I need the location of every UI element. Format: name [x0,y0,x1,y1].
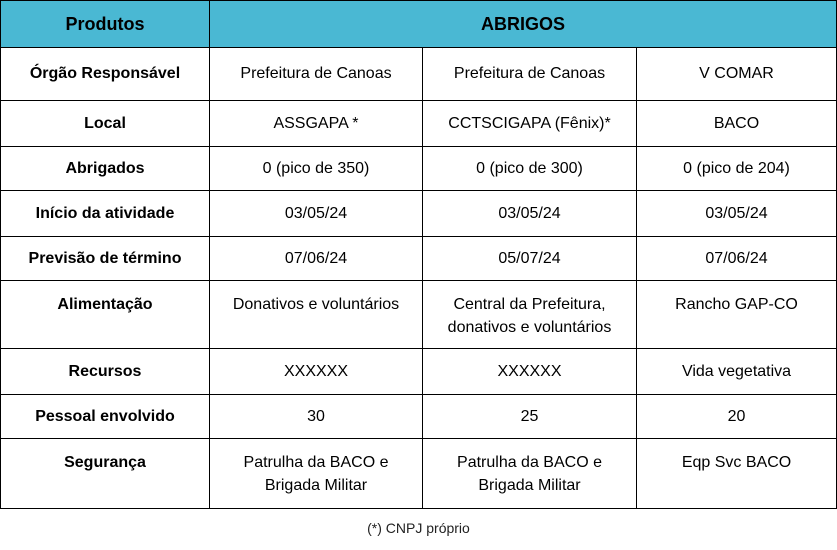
table-cell: Rancho GAP-CO [637,281,837,349]
table-cell: Patrulha da BACO e Brigada Militar [423,439,637,509]
table-cell: 0 (pico de 300) [423,147,637,191]
table-row [1,237,837,281]
table-cell: Vida vegetativa [637,349,837,395]
row-label: Órgão Responsável [1,48,210,101]
table-row [1,439,837,509]
table-cell: 07/06/24 [637,237,837,281]
table-row [1,101,837,147]
table-cell: XXXXXX [423,349,637,395]
table-row [1,191,837,237]
table-cell: Donativos e voluntários [210,281,423,349]
table-cell: 0 (pico de 350) [210,147,423,191]
row-label: Segurança [1,439,210,509]
row-label: Local [1,101,210,147]
table-cell: BACO [637,101,837,147]
table-row [1,281,837,349]
header-row [1,1,837,48]
row-label: Recursos [1,349,210,395]
row-label: Previsão de término [1,237,210,281]
table-cell: 07/06/24 [210,237,423,281]
table-row [1,395,837,439]
table-cell: Prefeitura de Canoas [423,48,637,101]
header-abrigos: ABRIGOS [210,1,837,48]
table-cell: 20 [637,395,837,439]
row-label: Início da atividade [1,191,210,237]
table-cell: 30 [210,395,423,439]
table-cell: 03/05/24 [423,191,637,237]
table-cell: XXXXXX [210,349,423,395]
table-cell: 0 (pico de 204) [637,147,837,191]
table-row [1,349,837,395]
footnote: (*) CNPJ próprio [367,520,470,536]
table-cell: Patrulha da BACO e Brigada Militar [210,439,423,509]
table-cell: 03/05/24 [637,191,837,237]
table-row [1,147,837,191]
row-label: Pessoal envolvido [1,395,210,439]
table-cell: Eqp Svc BACO [637,439,837,509]
table-cell: 25 [423,395,637,439]
table-cell: ASSGAPA * [210,101,423,147]
table-cell: Central da Prefeitura, donativos e voluntários [423,281,637,349]
header-produtos: Produtos [1,1,210,48]
table-cell: 03/05/24 [210,191,423,237]
table-cell: 05/07/24 [423,237,637,281]
table-cell: CCTSCIGAPA (Fênix)* [423,101,637,147]
table-row [1,48,837,101]
row-label: Alimentação [1,281,210,349]
row-label: Abrigados [1,147,210,191]
table-cell: V COMAR [637,48,837,101]
table-cell: Prefeitura de Canoas [210,48,423,101]
